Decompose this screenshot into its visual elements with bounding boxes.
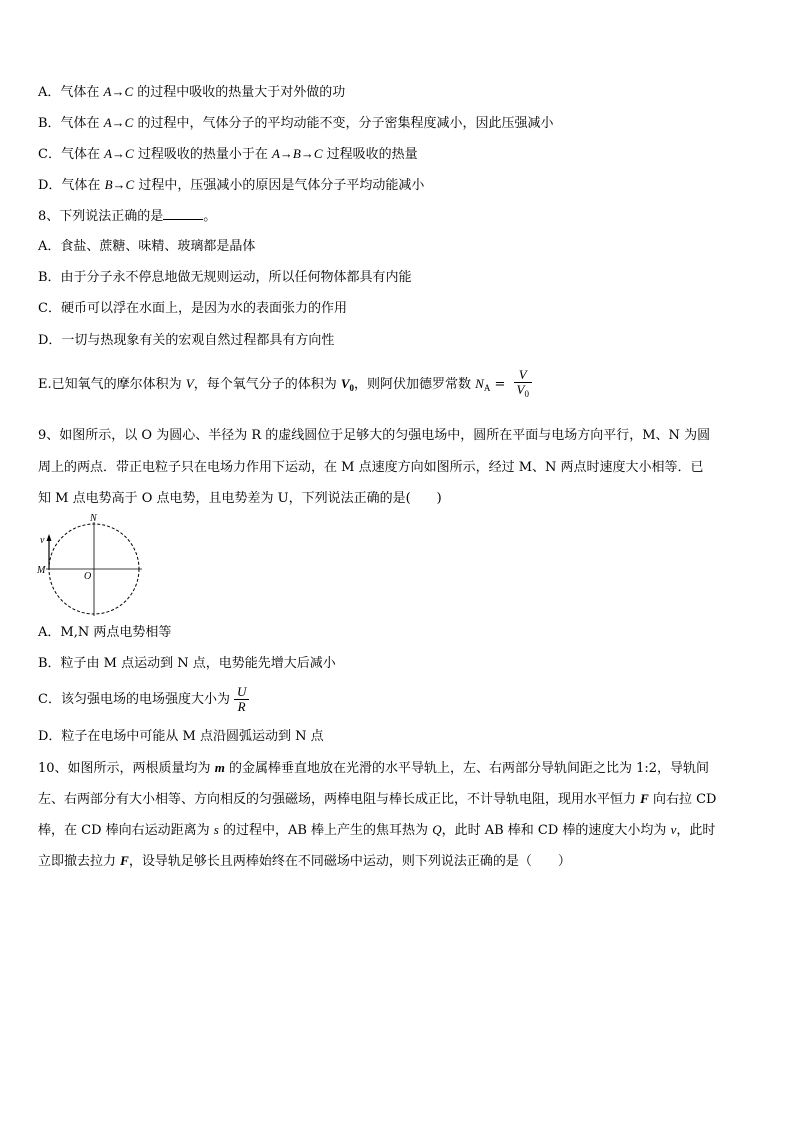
q7-c-process2: A→B→C: [271, 146, 323, 161]
q7-d-prefix: D．气体在: [38, 178, 105, 193]
q7-d-process: B→C: [104, 177, 135, 192]
q8-e-prefix: E.已知氧气的摩尔体积为: [38, 377, 186, 392]
q9-option-c: [38, 684, 249, 716]
q10-m: m: [214, 760, 225, 775]
q9-stem-line3: 知 M 点电势高于 O 点电势，且电势差为 U，下列说法正确的是( ): [38, 491, 442, 506]
q9-circle-diagram: [32, 512, 152, 618]
q7-c-end: 过程吸收的热量: [322, 147, 418, 162]
q8-option-d: D．一切与热现象有关的宏观自然过程都具有方向性: [38, 333, 335, 348]
q7-option-b: [38, 115, 553, 132]
q10-v: v: [670, 822, 677, 837]
q7-c-process: A→C: [104, 146, 134, 161]
q7-b-process: A→C: [103, 115, 134, 130]
q8-e-eq: =: [490, 377, 510, 392]
q10-line3: 棒，在 CD 棒向右运动距离为 s 的过程中，AB 棒上产生的焦耳热为 Q，此时 AB 棒和 CD 棒的速度大小均为 v，此时: [38, 822, 716, 838]
q7-option-a: [38, 84, 345, 101]
q7-a-prefix: A．气体在: [38, 85, 104, 100]
q9-c-text: C．该匀强电场的电场强度大小为: [38, 692, 230, 707]
q7-b-text: 的过程中，气体分子的平均动能不变，分子密集程度减小，因此压强减小: [133, 116, 554, 131]
q8-stem-end: 。: [203, 209, 217, 224]
label-v: v: [40, 535, 45, 546]
q7-c-text: 过程吸收的热量小于在: [133, 147, 272, 162]
q9-stem-line2: 周上的两点．带正电粒子只在电场力作用下运动，在 M 点速度方向如图所示，经过 M、N 两点时速度大小相等．已: [38, 460, 704, 475]
q8-e-v0: $V_0$: [340, 376, 355, 393]
q9-stem-line1: 9、如图所示，以 O 为圆心、半径为 R 的虚线圆位于足够大的匀强电场中，圆所在平面与电场方向平行，M、N 为圆: [38, 428, 711, 443]
q9-option-a: A．M,N 两点电势相等: [38, 625, 172, 640]
q8-option-b: B．由于分子永不停息地做无规则运动，所以任何物体都具有内能: [38, 270, 412, 285]
q8-e-na: $N_A$: [475, 376, 491, 393]
q8-e-end: ，则阿伏加德罗常数: [354, 377, 476, 392]
q8-option-e: [38, 368, 532, 403]
q10-q: Q: [432, 822, 442, 837]
q8-e-fraction: $\frac{V}{V_0}$: [514, 368, 532, 401]
q10-s: s: [213, 822, 219, 837]
q10-f: F: [640, 791, 649, 806]
label-m: M: [37, 565, 46, 576]
q7-a-process: A→C: [103, 84, 134, 99]
q7-c-prefix: C．气体在: [38, 147, 105, 162]
q10-line2: 左、右两部分有大小相等、方向相反的匀强磁场，两棒电阻与棒长成正比，不计导轨电阻，现用水平恒力 F 向右拉 CD: [38, 791, 717, 807]
q8-stem: [38, 208, 216, 225]
label-n: N: [90, 513, 97, 524]
q7-b-prefix: B．气体在: [38, 116, 104, 131]
label-o: O: [84, 571, 92, 582]
q8-option-a: A．食盐、蔗糖、味精、玻璃都是晶体: [38, 239, 256, 254]
q7-a-text: 的过程中吸收的热量大于对外做的功: [133, 85, 346, 100]
q7-option-d: [38, 177, 424, 194]
q8-e-mid: ，每个氧气分子的体积为: [193, 377, 341, 392]
answer-blank: [163, 208, 203, 220]
q9-option-d: D．粒子在电场中可能从 M 点沿圆弧运动到 N 点: [38, 729, 324, 744]
q7-d-text: 过程中，压强减小的原因是气体分子平均动能减小: [134, 178, 425, 193]
q10-line4: 立即撤去拉力 F，设导轨足够长且两棒始终在不同磁场中运动，则下列说法正确的是（ ）: [38, 853, 571, 869]
q10-line1: 10、如图所示，两根质量均为 m 的金属棒垂直地放在光滑的水平导轨上，左、右两部分导轨间距之比为 1:2，导轨间: [38, 760, 709, 776]
q9-option-b: B．粒子由 M 点运动到 N 点，电势能先增大后减小: [38, 656, 336, 671]
q8-e-v: V: [185, 376, 194, 391]
q10-f2: F: [120, 853, 129, 868]
q9-c-fraction: $\frac{U}{R}$: [234, 685, 249, 714]
q8-stem-text: 8、下列说法正确的是: [38, 209, 164, 224]
q8-option-c: C．硬币可以浮在水面上，是因为水的表面张力的作用: [38, 301, 347, 316]
q7-option-c: [38, 146, 418, 163]
velocity-arrowhead: [47, 534, 52, 541]
